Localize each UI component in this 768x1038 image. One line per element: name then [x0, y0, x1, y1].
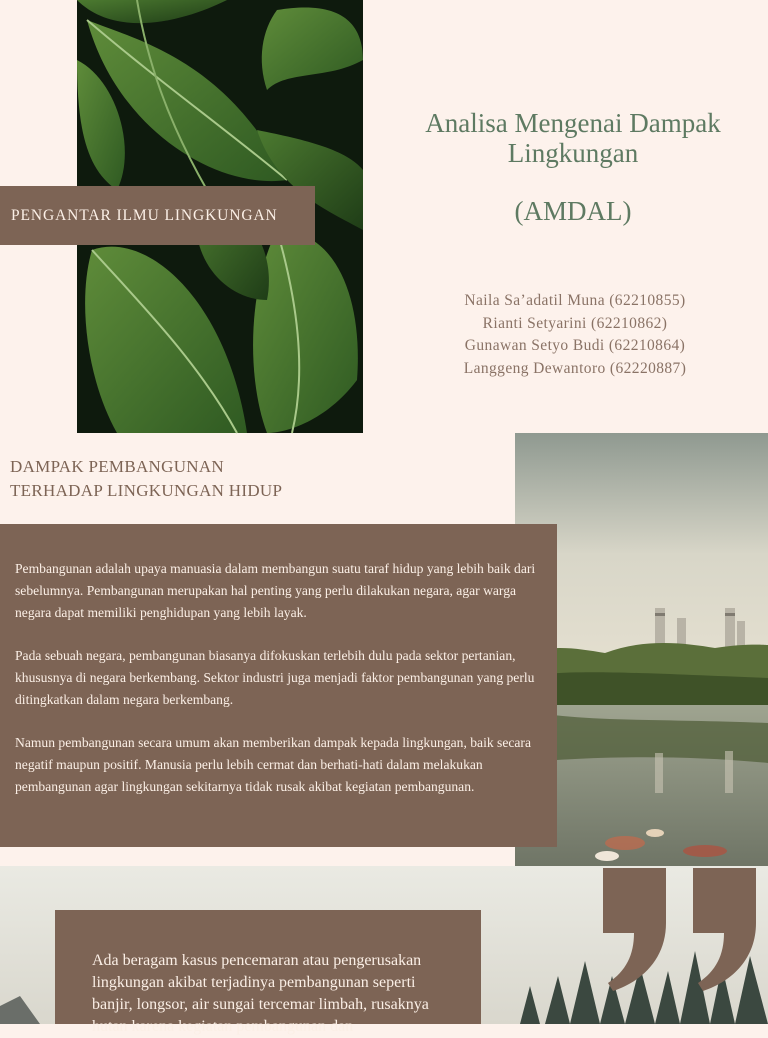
body-text-card — [0, 524, 557, 847]
quote-mark-icon — [598, 863, 768, 993]
author-item: Naila Sa’adatil Muna (62210855) — [464, 292, 686, 309]
intro-banner — [0, 186, 315, 245]
author-item: Langgeng Dewantoro (62220887) — [463, 359, 687, 377]
quote-card — [55, 910, 481, 1035]
body-paragraph: Pembangunan adalah upaya manuasia dalam membangun suatu taraf hidup yang lebih baik dari sebelumnya. Pembangunan merupakan hal penting yang perlu dilakukan negara, agar warga negara dapat memiliki penghidupan yang lebih layak. — [15, 561, 536, 620]
section-heading-line2: TERHADAP LINGKUNGAN HIDUP — [10, 481, 283, 500]
body-paragraph: Pada sebuah negara, pembangunan biasanya difokuskan terlebih dulu pada sektor pertanian, khususnya di negara berkembang. Sektor industri juga menjadi faktor pembangunan yang perlu ditingkatkan dalam negara berkembang. — [15, 648, 535, 707]
author-item: Gunawan Setyo Budi (62210864) — [464, 337, 686, 354]
section-heading-line1: DAMPAK PEMBANGUNAN — [10, 457, 224, 476]
title-block — [400, 108, 746, 226]
intro-banner-label: PENGANTAR ILMU LINGKUNGAN — [11, 206, 278, 224]
doc-title: Analisa Mengenai Dampak Lingkungan — [425, 108, 721, 168]
quote-text: Ada beragam kasus pencemaran atau pengerusakan lingkungan akibat terjadinya pembangunan seperti banjir, longsor, air sungai tercemar limbah, rusaknya hutan karena kegiatan pembangunan dan — [92, 952, 429, 1035]
author-list — [440, 290, 710, 380]
doc-subtitle: (AMDAL) — [514, 196, 632, 226]
body-paragraph: Namun pembangunan secara umum akan memberikan dampak kepada lingkungan, baik secara negatif maupun positif. Manusia perlu lebih cermat dan berhati-hati dalam melakukan pembangunan agar lingkungan sekitarnya tidak rusak akibat kegiatan pembangunan. — [15, 735, 531, 794]
author-item: Rianti Setyarini (62210862) — [482, 314, 668, 332]
section-heading — [10, 455, 340, 503]
